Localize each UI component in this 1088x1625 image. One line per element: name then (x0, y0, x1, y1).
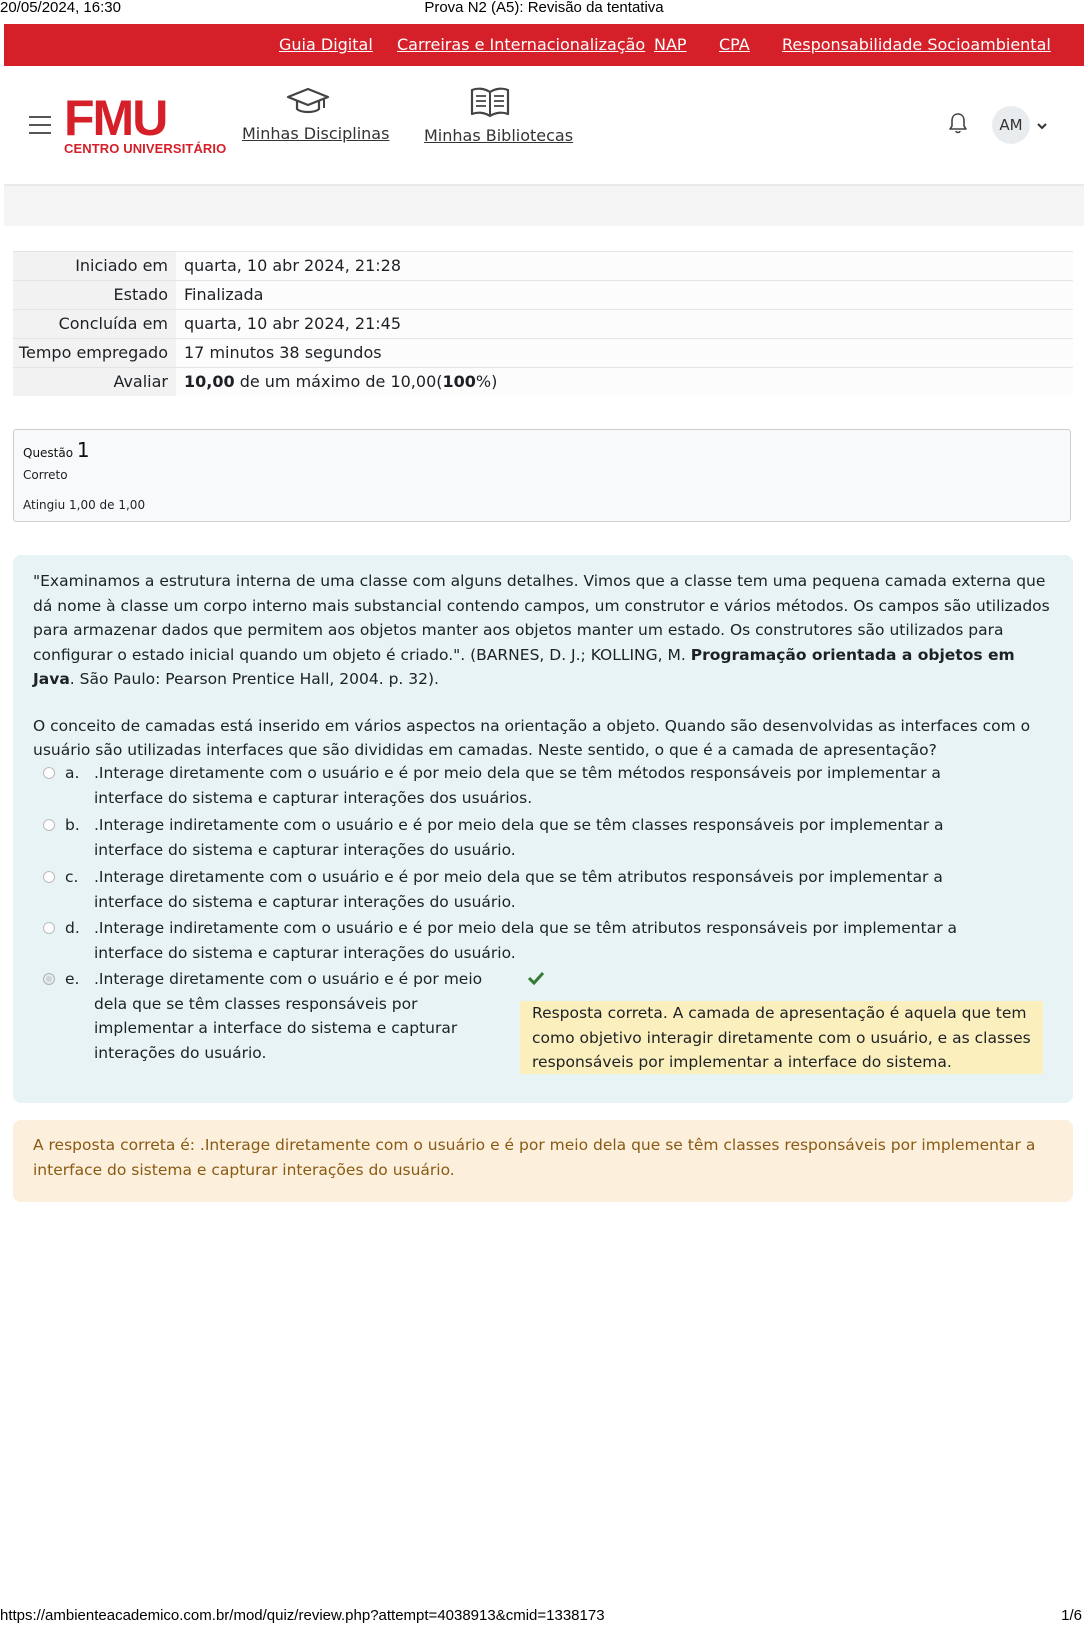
summary-value: 17 minutos 38 segundos (176, 339, 1073, 368)
option-letter: e. (65, 970, 80, 988)
summary-value: Finalizada (176, 281, 1073, 310)
radio-b[interactable] (43, 819, 55, 831)
answer-feedback: Resposta correta. A camada de apresentação é aquela que tem como objetivo interagir diretamente com o usuário, e as classes responsáveis por implementar a interface do sistema. (520, 1001, 1043, 1074)
option-text: .Interage diretamente com o usuário e é por meio dela que se têm métodos responsáveis por implementar a interface do sistema e capturar interações dos usuários. (94, 764, 941, 807)
summary-label: Estado (13, 281, 176, 310)
option-letter: b. (65, 816, 80, 834)
link-responsabilidade[interactable]: Responsabilidade Socioambiental (782, 35, 1051, 54)
answer-option-a[interactable] (33, 761, 1023, 811)
option-letter: d. (65, 919, 80, 937)
print-header (0, 0, 1088, 18)
summary-label: Avaliar (13, 368, 176, 397)
radio-e-selected[interactable] (43, 973, 55, 985)
summary-label: Iniciado em (13, 252, 176, 281)
grade-end: %) (475, 372, 498, 391)
radio-d[interactable] (43, 922, 55, 934)
summary-row-state (13, 281, 1073, 310)
summary-row-started (13, 252, 1073, 281)
logo-sub: CENTRO UNIVERSITÁRIO (64, 141, 227, 156)
grade-mid: de um máximo de 10,00( (234, 372, 443, 391)
page-header-band (4, 186, 1084, 226)
top-links-bar (4, 24, 1084, 66)
option-letter: a. (65, 764, 80, 782)
radio-c[interactable] (43, 871, 55, 883)
quote-text: "Examinamos a estrutura interna de uma classe com alguns detalhes. Vimos que a classe tem uma pequena camada externa que dá nome à classe um corpo interno mais substancial contendo campos, um construtor e vários métodos. Os campos são utilizados para armazenar dados que permitem aos objetos manter aos objetos manter um estado. Os construtores são utilizados para configurar o estado inicial quando um objeto é criado.". (BARNES, D. J.; KOLLING, M. (33, 572, 1050, 664)
link-carreiras[interactable]: Carreiras e Internacionalização (397, 35, 646, 54)
grade-score: 10,00 (184, 372, 235, 391)
print-page-number: 1/6 (1061, 1607, 1082, 1624)
question-info (13, 429, 1071, 522)
correct-answer-box: A resposta correta é: .Interage diretamente com o usuário e é por meio dela que se têm classes responsáveis por implementar a interface do sistema e capturar interações do usuário. (13, 1120, 1073, 1202)
quote-source: . São Paulo: Pearson Prentice Hall, 2004. p. 32). (69, 670, 439, 688)
print-url: https://ambienteacademico.com.br/mod/quiz/review.php?attempt=4038913&cmid=1338173 (0, 1607, 605, 1624)
nav-minhas-disciplinas[interactable] (242, 86, 390, 143)
bell-icon[interactable] (948, 112, 968, 138)
option-text: .Interage diretamente com o usuário e é por meio dela que se têm atributos responsáveis por implementar a interface do sistema e capturar interações do usuário. (94, 868, 943, 911)
summary-value: quarta, 10 abr 2024, 21:45 (176, 310, 1073, 339)
menu-icon[interactable] (29, 116, 51, 134)
summary-label: Tempo empregado (13, 339, 176, 368)
question-num: 1 (76, 438, 90, 462)
option-text: .Interage diretamente com o usuário e é por meio dela que se têm classes responsáveis por implementar a interface do sistema e capturar interações do usuário. (94, 970, 483, 1062)
answer-option-e[interactable] (33, 967, 553, 1062)
summary-row-grade (13, 368, 1073, 397)
question-grade: Atingiu 1,00 de 1,00 (23, 498, 146, 512)
user-avatar[interactable]: AM (992, 106, 1030, 144)
nav-minhas-bibliotecas[interactable] (424, 86, 574, 145)
question-quote (33, 569, 1053, 692)
check-icon (528, 971, 544, 985)
main-navbar (4, 66, 1084, 186)
print-footer (0, 1605, 1088, 1625)
nav-minhas-bibliotecas-label: Minhas Bibliotecas (424, 126, 574, 145)
fmu-logo[interactable] (64, 90, 227, 156)
graduation-cap-icon (286, 86, 330, 116)
link-cpa[interactable]: CPA (719, 35, 750, 54)
answer-option-d[interactable] (33, 916, 1023, 966)
question-status: Correto (23, 468, 68, 482)
question-number (23, 438, 1061, 462)
radio-a[interactable] (43, 767, 55, 779)
link-nap[interactable]: NAP (654, 35, 687, 54)
attempt-summary-table (13, 251, 1073, 396)
answer-option-c[interactable] (33, 865, 1023, 915)
logo-main: FMU (64, 90, 167, 146)
question-label: Questão (23, 446, 74, 460)
option-text: .Interage indiretamente com o usuário e é por meio dela que se têm classes responsáveis por implementar a interface do sistema e capturar interações do usuário. (94, 816, 944, 859)
summary-row-completed (13, 310, 1073, 339)
print-datetime: 20/05/2024, 16:30 (0, 0, 121, 16)
open-book-icon (470, 86, 510, 118)
question-prompt: O conceito de camadas está inserido em vários aspectos na orientação a objeto. Quando são desenvolvidas as interfaces com o usuário são utilizadas interfaces que são divididas em camadas. Neste sentido, o que é a camada de apresentação? (33, 716, 1031, 759)
option-letter: c. (65, 868, 79, 886)
chevron-down-icon[interactable] (1036, 116, 1048, 135)
summary-row-time (13, 339, 1073, 368)
link-guia-digital[interactable]: Guia Digital (279, 35, 373, 54)
summary-value (176, 368, 1073, 397)
summary-label: Concluída em (13, 310, 176, 339)
summary-value: quarta, 10 abr 2024, 21:28 (176, 252, 1073, 281)
option-text: .Interage indiretamente com o usuário e é por meio dela que se têm atributos responsáveis por implementar a interface do sistema e capturar interações do usuário. (94, 919, 957, 962)
grade-percent: 100 (442, 372, 476, 391)
nav-minhas-disciplinas-label: Minhas Disciplinas (242, 124, 390, 143)
print-title: Prova N2 (A5): Revisão da tentativa (424, 0, 664, 16)
answer-option-b[interactable] (33, 813, 1023, 863)
quote-book-title: Programação orientada a objetos em Java (33, 645, 1015, 688)
